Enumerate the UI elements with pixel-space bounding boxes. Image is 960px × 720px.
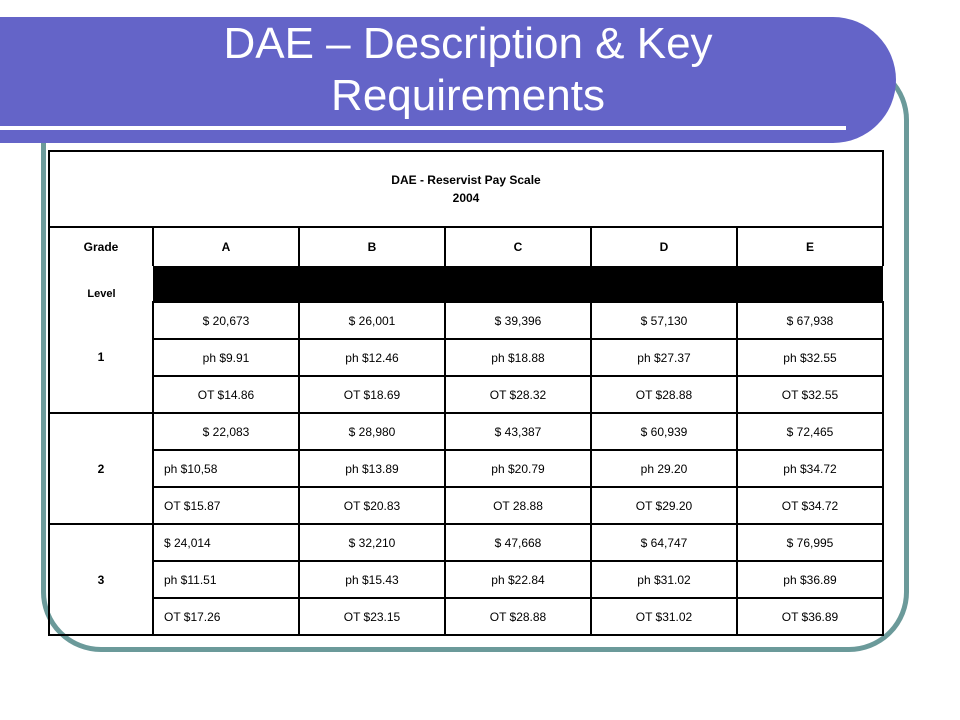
caption-title: DAE - Reservist Pay Scale (391, 173, 541, 187)
l2-ot-b: OT $20.83 (299, 487, 445, 524)
header-b: B (299, 227, 445, 266)
l1-annual-b: $ 26,001 (299, 302, 445, 339)
level-band (153, 266, 883, 302)
l1-ot-b: OT $18.69 (299, 376, 445, 413)
level-3-label: 3 (49, 524, 153, 635)
title-underline (0, 126, 846, 130)
l2-ph-b: ph $13.89 (299, 450, 445, 487)
l3-ot-d: OT $31.02 (591, 598, 737, 635)
l2-ot-e: OT $34.72 (737, 487, 883, 524)
l3-ph-a: ph $11.51 (153, 561, 299, 598)
l3-ph-e: ph $36.89 (737, 561, 883, 598)
l2-ph-c: ph $20.79 (445, 450, 591, 487)
l2-annual-c: $ 43,387 (445, 413, 591, 450)
l2-ph-a: ph $10,58 (153, 450, 299, 487)
l2-annual-a: $ 22,083 (153, 413, 299, 450)
l1-ot-a: OT $14.86 (153, 376, 299, 413)
l3-annual-d: $ 64,747 (591, 524, 737, 561)
l1-ph-b: ph $12.46 (299, 339, 445, 376)
l1-annual-d: $ 57,130 (591, 302, 737, 339)
header-e: E (737, 227, 883, 266)
l2-ot-d: OT $29.20 (591, 487, 737, 524)
pay-scale-table (48, 150, 884, 636)
level-2-label: 2 (49, 413, 153, 524)
level-1-label: 1 (49, 302, 153, 413)
l2-ot-c: OT 28.88 (445, 487, 591, 524)
l1-ot-e: OT $32.55 (737, 376, 883, 413)
l2-annual-d: $ 60,939 (591, 413, 737, 450)
level-label: Level (49, 266, 153, 302)
l2-annual-e: $ 72,465 (737, 413, 883, 450)
l1-annual-e: $ 67,938 (737, 302, 883, 339)
l2-ph-e: ph $34.72 (737, 450, 883, 487)
header-grade: Grade (49, 227, 153, 266)
l3-ph-b: ph $15.43 (299, 561, 445, 598)
l3-ph-d: ph $31.02 (591, 561, 737, 598)
l3-ot-b: OT $23.15 (299, 598, 445, 635)
l2-ph-d: ph 29.20 (591, 450, 737, 487)
l1-ot-c: OT $28.32 (445, 376, 591, 413)
l3-annual-a: $ 24,014 (153, 524, 299, 561)
header-c: C (445, 227, 591, 266)
l3-ph-c: ph $22.84 (445, 561, 591, 598)
l3-annual-e: $ 76,995 (737, 524, 883, 561)
table-caption (49, 151, 883, 227)
l2-annual-b: $ 28,980 (299, 413, 445, 450)
l1-ph-a: ph $9.91 (153, 339, 299, 376)
l1-annual-a: $ 20,673 (153, 302, 299, 339)
l3-annual-c: $ 47,668 (445, 524, 591, 561)
caption-year: 2004 (452, 191, 480, 205)
l2-ot-a: OT $15.87 (153, 487, 299, 524)
l3-ot-a: OT $17.26 (153, 598, 299, 635)
l1-ph-e: ph $32.55 (737, 339, 883, 376)
l1-ot-d: OT $28.88 (591, 376, 737, 413)
l3-annual-b: $ 32,210 (299, 524, 445, 561)
slide-title-text: DAE – Description & Key Requirements (223, 19, 713, 120)
l3-ot-e: OT $36.89 (737, 598, 883, 635)
l1-annual-c: $ 39,396 (445, 302, 591, 339)
header-a: A (153, 227, 299, 266)
l3-ot-c: OT $28.88 (445, 598, 591, 635)
l1-ph-d: ph $27.37 (591, 339, 737, 376)
header-d: D (591, 227, 737, 266)
l1-ph-c: ph $18.88 (445, 339, 591, 376)
slide-title (0, 17, 896, 123)
